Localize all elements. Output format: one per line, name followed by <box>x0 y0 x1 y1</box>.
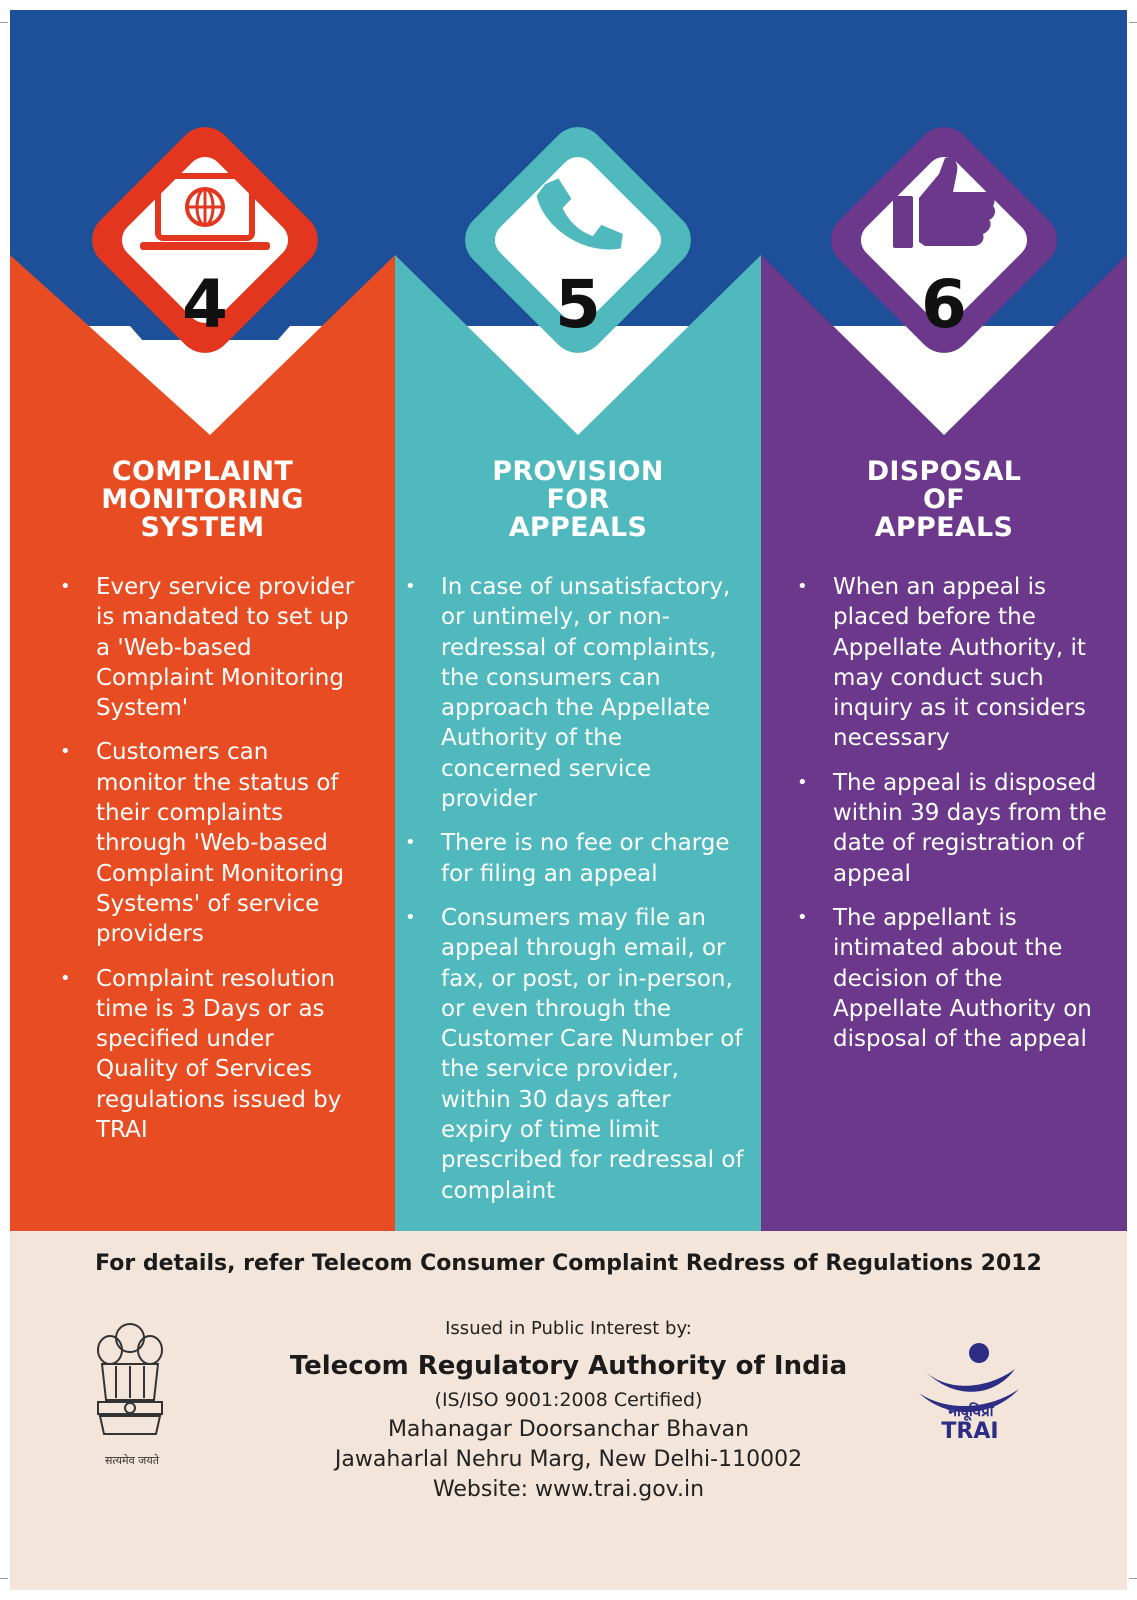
title-line: COMPLAINT <box>111 456 294 487</box>
column-disposal-appeals <box>761 10 1127 1231</box>
step-number: 5 <box>555 266 601 343</box>
trai-logo-hindi: भादूविप्रा <box>946 1402 994 1420</box>
column-title <box>395 458 761 542</box>
diamond-badge <box>794 90 1094 390</box>
step-number: 6 <box>921 266 967 343</box>
address-line: Mahanagar Doorsanchar Bhavan <box>387 1417 750 1442</box>
column-title <box>10 458 395 542</box>
crop-mark <box>1129 1578 1137 1579</box>
bullet-list <box>797 572 1107 1068</box>
regulation-reference: For details, refer Telecom Consumer Complaint Redress of Regulations 2012 <box>95 1251 1042 1276</box>
list-item: • Customers can monitor the status of their complaints through 'Web-based Complaint Monitoring Systems' of service providers <box>60 737 360 949</box>
diamond-badge <box>428 90 728 390</box>
emblem-motto: सत्यमेव जयते <box>104 1454 159 1467</box>
issued-label: Issued in Public Interest by: <box>445 1318 692 1339</box>
column-complaint-monitoring <box>10 10 395 1231</box>
column-title <box>761 458 1127 542</box>
bullet-list <box>60 572 360 1159</box>
list-item: • Complaint resolution time is 3 Days or as specified under Quality of Services regulations issued by TRAI <box>60 964 360 1146</box>
list-item: • The appeal is disposed within 39 days from the date of registration of appeal <box>797 768 1107 889</box>
list-item: • Consumers may file an appeal through email, or fax, or post, or in-person, or even through the Customer Care Number of the service provider, within 30 days after expiry of time limit prescribed for redressal of complaint <box>405 903 745 1206</box>
step-number: 4 <box>182 266 228 343</box>
bullet-list <box>405 572 745 1220</box>
thumbs-up-icon <box>889 156 999 256</box>
diamond-badge <box>55 90 355 390</box>
list-item: • Every service provider is mandated to set up a 'Web-based Complaint Monitoring System' <box>60 572 360 723</box>
crop-mark <box>1129 22 1137 23</box>
title-line: SYSTEM <box>140 512 265 543</box>
title-line: OF <box>923 484 965 515</box>
phone-handset-icon <box>528 172 628 262</box>
title-line: MONITORING <box>101 484 304 515</box>
list-item: • When an appeal is placed before the Appellate Authority, it may conduct such inquiry as it considers necessary <box>797 572 1107 754</box>
organization-name: Telecom Regulatory Authority of India <box>289 1351 848 1381</box>
title-line: FOR <box>546 484 610 515</box>
title-line: APPEALS <box>508 512 648 543</box>
list-item: • The appellant is intimated about the decision of the Appellate Authority on disposal of the appeal <box>797 903 1107 1054</box>
title-line: APPEALS <box>874 512 1014 543</box>
poster <box>10 10 1127 1590</box>
list-item: • In case of unsatisfactory, or untimely, or non-redressal of complaints, the consumers can approach the Appellate Authority of the concerned service provider <box>405 572 745 814</box>
title-line: PROVISION <box>492 456 664 487</box>
website: Website: www.trai.gov.in <box>432 1477 705 1502</box>
crop-mark <box>0 22 8 23</box>
trai-logo-name: TRAI <box>941 1419 999 1444</box>
list-item: • There is no fee or charge for filing an appeal <box>405 828 745 889</box>
certification: (IS/ISO 9001:2008 Certified) <box>434 1389 703 1411</box>
column-provision-appeals <box>395 10 761 1231</box>
footer <box>10 1231 1127 1590</box>
crop-mark <box>0 1578 8 1579</box>
title-line: DISPOSAL <box>866 456 1022 487</box>
laptop-globe-icon <box>130 170 280 260</box>
address-line: Jawaharlal Nehru Marg, New Delhi-110002 <box>334 1447 803 1472</box>
